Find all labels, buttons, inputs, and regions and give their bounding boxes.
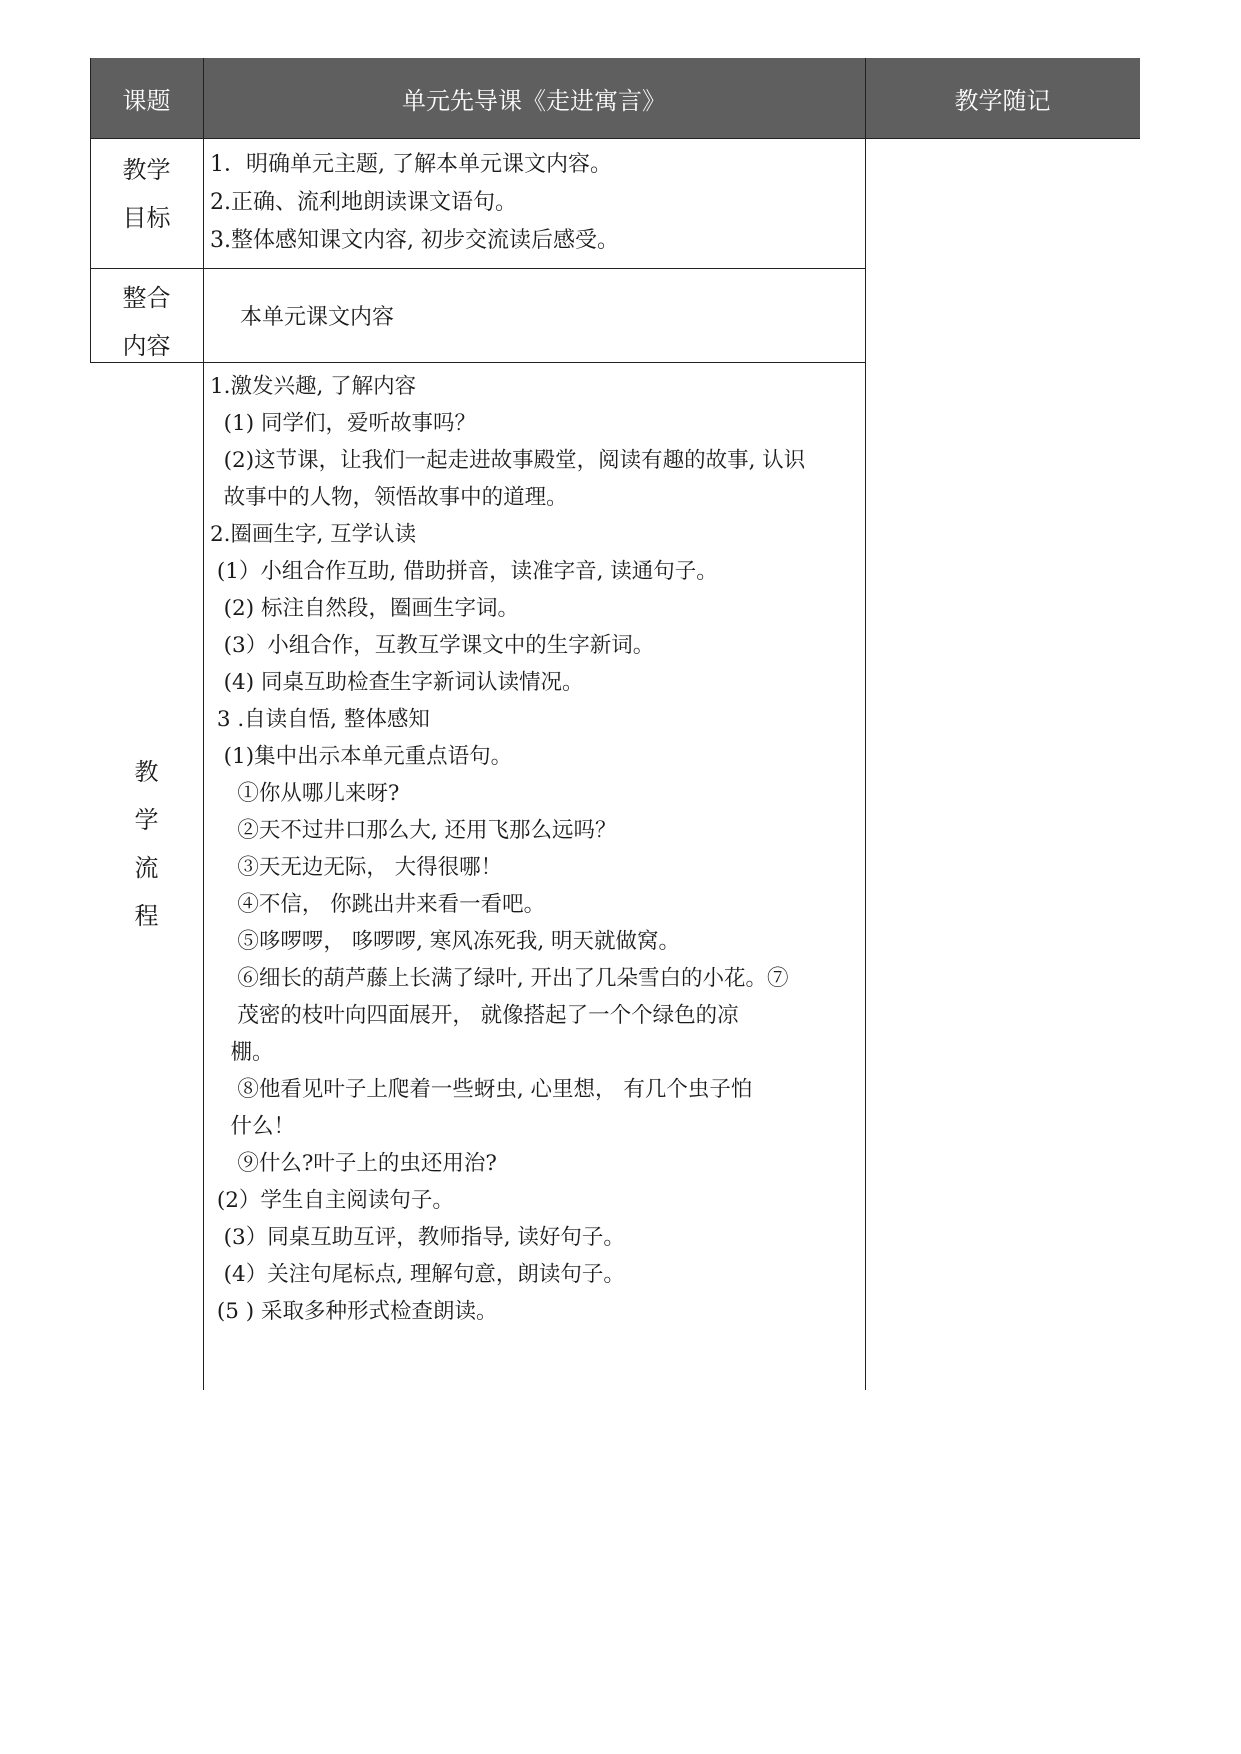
- process-line: (4) 同桌互助检查生字新词认读情况。: [210, 670, 584, 695]
- process-label-char: 程: [134, 902, 159, 930]
- process-label-char: 流: [134, 854, 159, 882]
- process-line: 棚。: [210, 1040, 274, 1065]
- process-line: 3 .自读自悟, 整体感知: [210, 707, 430, 732]
- integration-label: [90, 274, 203, 370]
- process-line: 1.激发兴趣, 了解内容: [210, 374, 417, 399]
- goal-line: 1．明确单元主题, 了解本单元课文内容。: [210, 152, 612, 177]
- table-rule-goals: [90, 268, 866, 269]
- goals-content: [210, 146, 870, 260]
- process-line: ③天无边无际， 大得很哪！: [210, 855, 503, 880]
- process-line: (5 ) 采取多种形式检查朗读。: [210, 1299, 498, 1324]
- table-rule-integration: [90, 362, 866, 363]
- process-line: (2)这节课，让我们一起走进故事殿堂，阅读有趣的故事, 认识: [210, 448, 806, 473]
- header-topic-label: 课题: [122, 86, 171, 115]
- table-divider-label: [203, 58, 204, 1390]
- process-line: (2) 标注自然段，圈画生字词。: [210, 596, 519, 621]
- process-line: 故事中的人物，领悟故事中的道理。: [210, 485, 568, 510]
- process-line: (4）关注句尾标点, 理解句意，朗读句子。: [210, 1262, 625, 1287]
- goal-line: 2.正确、流利地朗读课文语句。: [210, 190, 517, 215]
- process-line: 茂密的枝叶向四面展开， 就像搭起了一个个绿色的凉: [210, 1003, 739, 1028]
- process-line: ⑧他看见叶子上爬着一些蚜虫, 心里想， 有几个虫子怕: [210, 1077, 753, 1102]
- integration-label-line2: 内容: [122, 332, 171, 360]
- integration-text: 本单元课文内容: [240, 305, 395, 330]
- process-line: ⑨什么?叶子上的虫还用治?: [210, 1151, 497, 1176]
- goals-label: [90, 146, 203, 242]
- process-line: ④不信， 你跳出井来看一看吧。: [210, 892, 546, 917]
- process-line: ⑥细长的葫芦藤上长满了绿叶, 开出了几朵雪白的小花。⑦: [210, 966, 789, 991]
- process-line: 什么！: [210, 1114, 296, 1139]
- process-label-char: 教: [134, 758, 159, 786]
- process-label: [90, 748, 203, 940]
- process-line: ①你从哪儿来呀?: [210, 781, 400, 806]
- integration-content: [240, 300, 900, 336]
- header-notes-label: 教学随记: [954, 86, 1051, 115]
- process-line: (3）同桌互助互评，教师指导, 读好句子。: [210, 1225, 625, 1250]
- process-line: (2）学生自主阅读句子。: [210, 1188, 454, 1213]
- process-line: (1)集中出示本单元重点语句。: [210, 744, 513, 769]
- process-line: 2.圈画生字, 互学认读: [210, 522, 417, 547]
- process-line: ⑤哆啰啰， 哆啰啰, 寒风冻死我, 明天就做窝。: [210, 929, 681, 954]
- process-line: (1）小组合作互助, 借助拼音，读准字音, 读通句子。: [210, 559, 718, 584]
- table-rule-header: [90, 138, 1140, 139]
- goal-line: 3.整体感知课文内容, 初步交流读后感受。: [210, 228, 619, 253]
- process-line: (1) 同学们，爱听故事吗？: [210, 411, 476, 436]
- process-line: ②天不过井口那么大, 还用飞那么远吗？: [210, 818, 617, 843]
- goals-label-line2: 目标: [122, 204, 171, 232]
- table-header: [90, 58, 1140, 138]
- integration-label-line1: 整合: [122, 284, 171, 312]
- process-label-char: 学: [134, 806, 159, 834]
- process-line: (3）小组合作，互教互学课文中的生字新词。: [210, 633, 655, 658]
- goals-label-line1: 教学: [122, 156, 171, 184]
- header-lesson-title: 单元先导课《走进寓言》: [402, 86, 666, 115]
- process-content: [210, 368, 870, 1330]
